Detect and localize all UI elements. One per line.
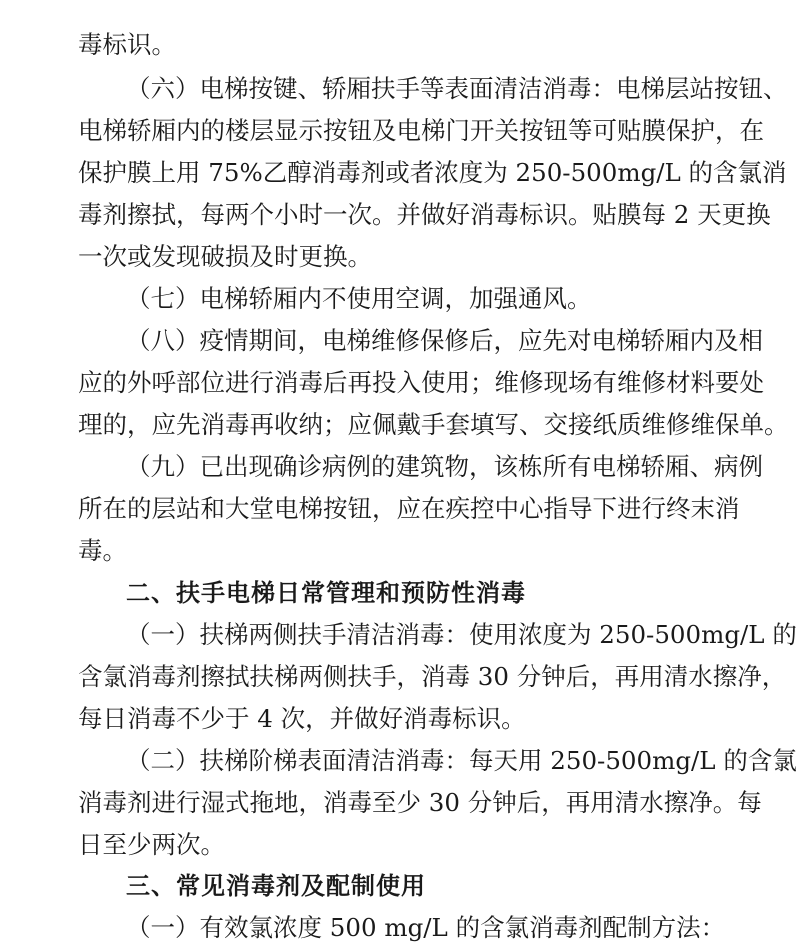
text-line: 毒标识。 (78, 30, 176, 59)
text-line: 每日消毒不少于 4 次，并做好消毒标识。 (78, 704, 526, 733)
text-line: 理的，应先消毒再收纳；应佩戴手套填写、交接纸质维修维保单。 (78, 410, 789, 439)
text-line: （九）已出现确诊病例的建筑物，该栋所有电梯轿厢、病例 (126, 452, 763, 481)
text-line: （八）疫情期间，电梯维修保修后，应先对电梯轿厢内及相 (126, 326, 763, 355)
section-heading: 二、扶手电梯日常管理和预防性消毒 (126, 579, 526, 607)
text-line: 电梯轿厢内的楼层显示按钮及电梯门开关按钮等可贴膜保护，在 (78, 116, 764, 145)
text-line: 保护膜上用 75%乙醇消毒剂或者浓度为 250-500mg/L 的含氯消 (78, 158, 787, 187)
text-line: 所在的层站和大堂电梯按钮，应在疾控中心指导下进行终末消 (78, 494, 740, 523)
text-line: 一次或发现破损及时更换。 (78, 242, 372, 271)
text-line: 毒剂擦拭，每两个小时一次。并做好消毒标识。贴膜每 2 天更换 (78, 200, 771, 229)
text-line: （七）电梯轿厢内不使用空调，加强通风。 (126, 284, 592, 313)
text-line: 毒。 (78, 536, 127, 565)
text-line: 应的外呼部位进行消毒后再投入使用；维修现场有维修材料要处 (78, 368, 764, 397)
text-line: （一）有效氯浓度 500 mg/L 的含氯消毒剂配制方法： (126, 913, 726, 942)
text-line: 日至少两次。 (78, 830, 225, 859)
text-line: （一）扶梯两侧扶手清洁消毒：使用浓度为 250-500mg/L 的 (126, 620, 797, 649)
section-heading: 三、常见消毒剂及配制使用 (126, 872, 426, 900)
text-line: 含氯消毒剂擦拭扶梯两侧扶手，消毒 30 分钟后，再用清水擦净， (78, 662, 787, 691)
text-line: （六）电梯按键、轿厢扶手等表面清洁消毒：电梯层站按钮、 (126, 74, 788, 103)
text-line: 消毒剂进行湿式拖地，消毒至少 30 分钟后，再用清水擦净。每 (78, 788, 762, 817)
text-line: （二）扶梯阶梯表面清洁消毒：每天用 250-500mg/L 的含氯 (126, 746, 797, 775)
